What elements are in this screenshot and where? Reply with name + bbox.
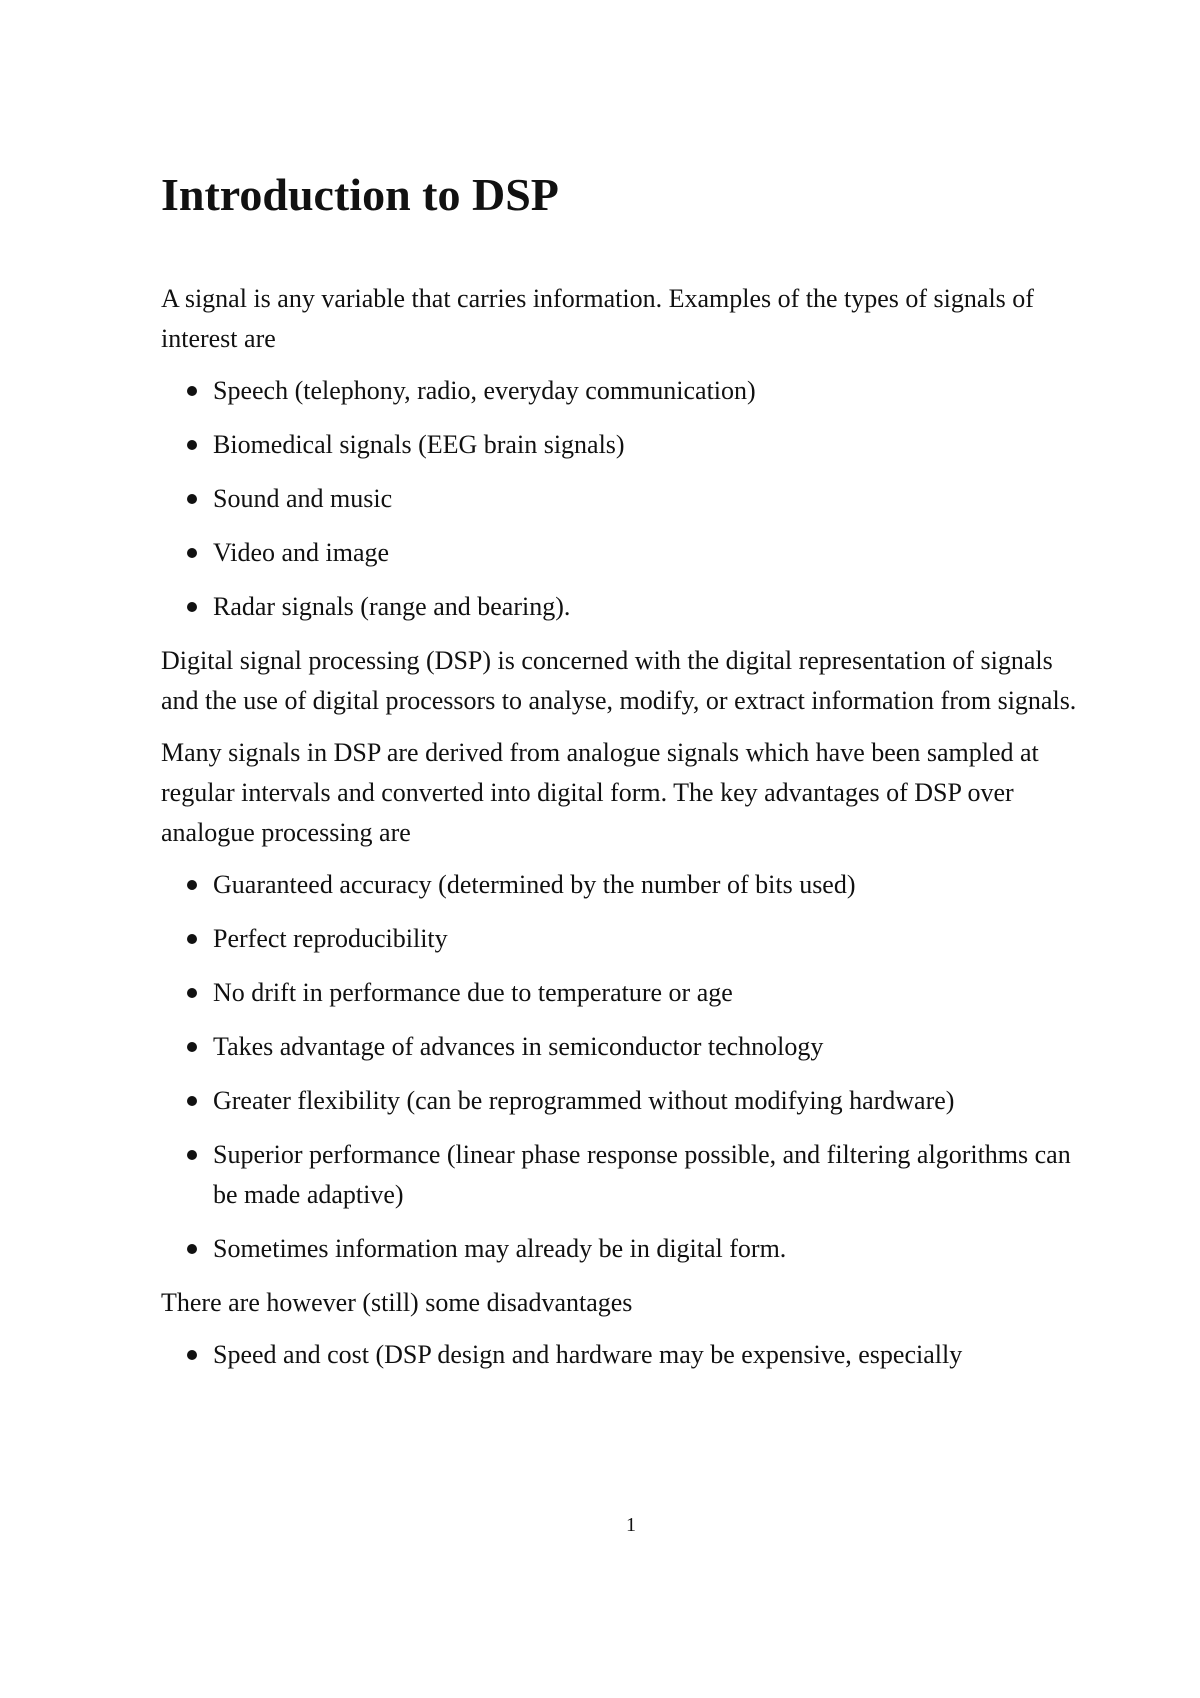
signal-types-list — [161, 371, 1081, 627]
list-item-sound-music: Sound and music — [161, 479, 1081, 519]
list-item-speech: Speech (telephony, radio, everyday communication) — [161, 371, 1081, 411]
advantages-list — [161, 865, 1081, 1269]
intro-paragraph: A signal is any variable that carries information. Examples of the types of signals of interest are — [161, 284, 1034, 353]
list-item-speed-cost: Speed and cost (DSP design and hardware may be expensive, especially — [161, 1335, 1081, 1375]
list-item-video-image: Video and image — [161, 533, 1081, 573]
list-item-performance: Superior performance (linear phase response possible, and filtering algorithms can be made adaptive) — [161, 1135, 1081, 1215]
disadvantages-list — [161, 1335, 1081, 1375]
dsp-definition-paragraph: Digital signal processing (DSP) is concerned with the digital representation of signals and the use of digital processors to analyse, modify, or extract information from signals. — [161, 646, 1077, 715]
page-title: Introduction to DSP — [161, 169, 559, 220]
disadvantages-intro-paragraph: There are however (still) some disadvantages — [161, 1288, 633, 1317]
document-body — [161, 279, 1081, 1389]
list-item-semiconductor: Takes advantage of advances in semiconductor technology — [161, 1027, 1081, 1067]
list-item-radar: Radar signals (range and bearing). — [161, 587, 1081, 627]
advantages-intro-paragraph: Many signals in DSP are derived from analogue signals which have been sampled at regular intervals and converted into digital form. The key advantages of DSP over analogue processing are — [161, 738, 1039, 847]
list-item-accuracy: Guaranteed accuracy (determined by the number of bits used) — [161, 865, 1081, 905]
page-number: 1 — [626, 1514, 636, 1536]
list-item-flexibility: Greater flexibility (can be reprogrammed without modifying hardware) — [161, 1081, 1081, 1121]
list-item-reproducibility: Perfect reproducibility — [161, 919, 1081, 959]
list-item-no-drift: No drift in performance due to temperature or age — [161, 973, 1081, 1013]
list-item-digital-form: Sometimes information may already be in digital form. — [161, 1229, 1081, 1269]
list-item-biomedical: Biomedical signals (EEG brain signals) — [161, 425, 1081, 465]
